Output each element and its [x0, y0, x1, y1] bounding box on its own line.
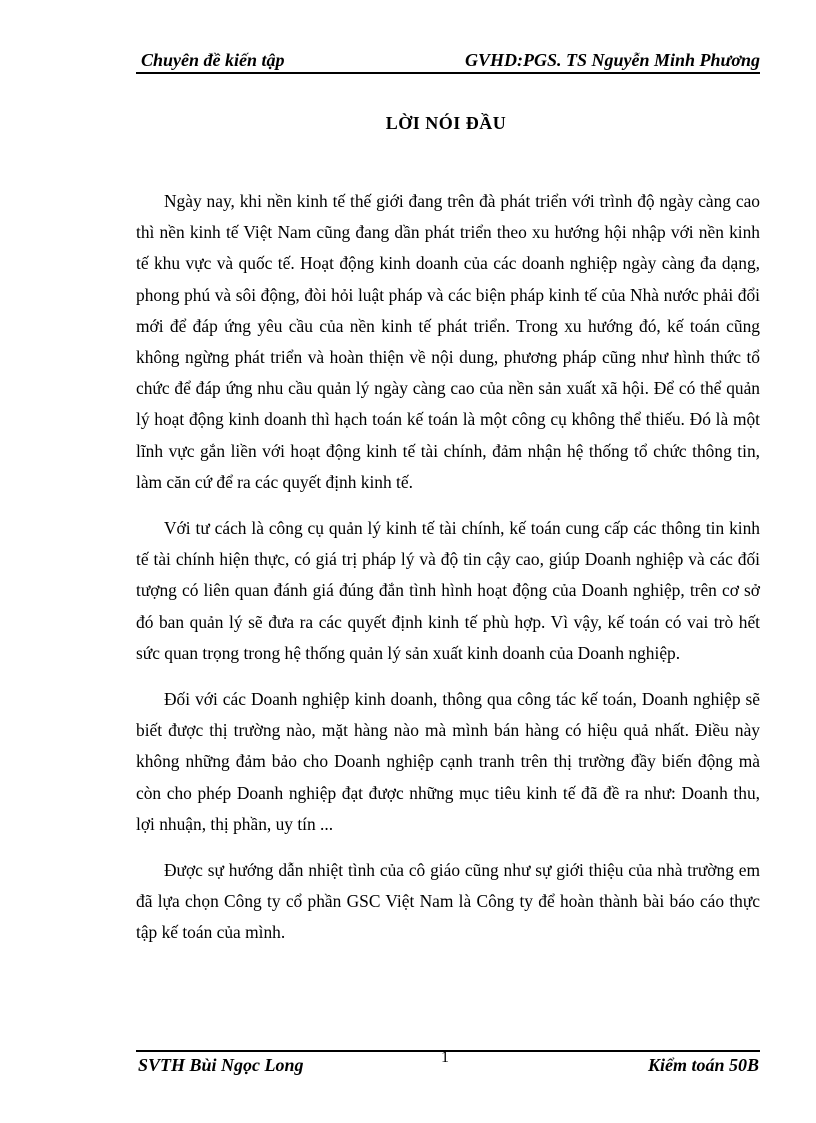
paragraph-1: Ngày nay, khi nền kinh tế thế giới đang trên đà phát triển với trình độ ngày càng cao thì nền kinh tế Việt Nam cũng đang dần phát triển theo xu hướng hội nhập với nền kinh tế khu vực và quốc tế. Hoạt động kinh doanh của các doanh nghiệp ngày càng đa dạng, phong phú và sôi động, đòi hỏi luật pháp và các biện pháp kinh tế của Nhà nước phải đổi mới để đáp ứng yêu cầu của nền kinh tế phát triển. Trong xu hướng đó, kế toán cũng không ngừng phát triển và hoàn thiện về nội dung, phương pháp cũng như hình thức tổ chức để đáp ứng nhu cầu quản lý ngày càng cao của nền sản xuất xã hội. Để có thể quản lý hoạt động kinh doanh thì hạch toán kế toán là một công cụ không thể thiếu. Đó là một lĩnh vực gắn liền với hoạt động kinh tế tài chính, đảm nhận hệ thống tổ chức thông tin, làm căn cứ để ra các quyết định kinh tế. — [136, 191, 760, 492]
header-topic: Chuyên đề kiến tập — [141, 50, 285, 70]
body-text — [136, 186, 760, 949]
footer-class: Kiểm toán 50B — [647, 1055, 759, 1075]
page-title: LỜI NÓI ĐẦU — [385, 113, 507, 133]
paragraph-3: Đối với các Doanh nghiệp kinh doanh, thông qua công tác kế toán, Doanh nghiệp sẽ biết được thị trường nào, mặt hàng nào mà mình bán hàng có hiệu quả nhất. Điều này không những đảm bảo cho Doanh nghiệp cạnh tranh trên thị trường đầy biến động mà còn cho phép Doanh nghiệp đạt được những mục tiêu kinh tế đã đề ra như: Doanh thu, lợi nhuận, thị phần, uy tín ... — [136, 689, 760, 834]
page-header — [136, 48, 760, 74]
paragraph-2: Với tư cách là công cụ quản lý kinh tế tài chính, kế toán cung cấp các thông tin kinh tế tài chính hiện thực, có giá trị pháp lý và độ tin cậy cao, giúp Doanh nghiệp và các đối tượng có liên quan đánh giá đúng đắn tình hình hoạt động của Doanh nghiệp, trên cơ sở đó ban quản lý sẽ đưa ra các quyết định kinh tế phù hợp. Vì vậy, kế toán có vai trò hết sức quan trọng trong hệ thống quản lý sản xuất kinh doanh của Doanh nghiệp. — [136, 518, 760, 663]
paragraph-4: Được sự hướng dẫn nhiệt tình của cô giáo cũng như sự giới thiệu của nhà trường em đã lựa chọn Công ty cổ phần GSC Việt Nam là Công ty để hoàn thành bài báo cáo thực tập kế toán của mình. — [136, 860, 760, 943]
header-supervisor: GVHD:PGS. TS Nguyễn Minh Phương — [465, 50, 760, 70]
footer-student: SVTH Bùi Ngọc Long — [138, 1055, 304, 1075]
page-number: 1 — [441, 1049, 449, 1066]
